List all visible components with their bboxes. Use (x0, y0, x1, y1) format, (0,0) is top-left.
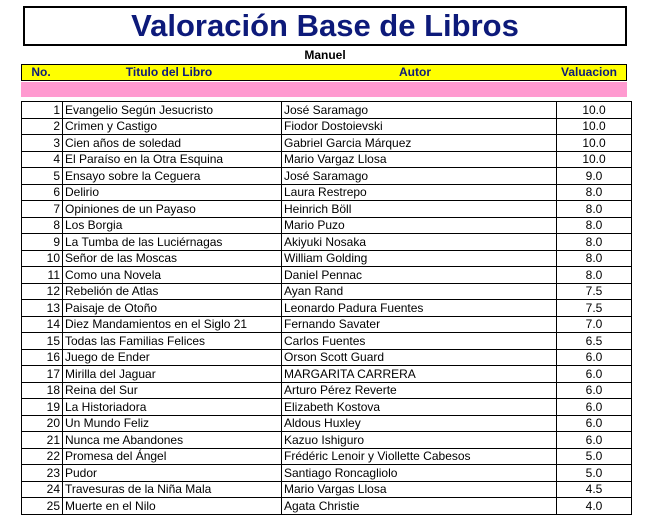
table-row (22, 217, 632, 234)
book-number: 17 (22, 366, 63, 383)
header-no: No. (31, 65, 51, 79)
book-title: Ensayo sobre la Ceguera (63, 168, 282, 185)
page-title: Valoración Base de Libros (131, 8, 519, 43)
book-author: Mario Vargas Llosa (282, 481, 557, 498)
book-author: Carlos Fuentes (282, 333, 557, 350)
book-number: 6 (22, 184, 63, 201)
book-rating: 6.0 (557, 399, 632, 416)
pink-band (21, 82, 627, 97)
book-rating: 10.0 (557, 151, 632, 168)
book-title: Opiniones de un Payaso (63, 201, 282, 218)
book-number: 24 (22, 481, 63, 498)
book-title: Reina del Sur (63, 382, 282, 399)
book-rating: 6.0 (557, 415, 632, 432)
book-title: Crimen y Castigo (63, 118, 282, 135)
book-rating: 10.0 (557, 118, 632, 135)
book-title: Cien años de soledad (63, 135, 282, 152)
book-number: 16 (22, 349, 63, 366)
table-row (22, 366, 632, 383)
book-rating: 6.0 (557, 382, 632, 399)
table-row (22, 184, 632, 201)
book-rating: 10.0 (557, 135, 632, 152)
book-title: Señor de las Moscas (63, 250, 282, 267)
book-rating: 8.0 (557, 267, 632, 284)
book-number: 5 (22, 168, 63, 185)
book-author: Mario Puzo (282, 217, 557, 234)
book-number: 11 (22, 267, 63, 284)
book-number: 8 (22, 217, 63, 234)
book-title: Juego de Ender (63, 349, 282, 366)
book-title: Un Mundo Feliz (63, 415, 282, 432)
book-author: Arturo Pérez Reverte (282, 382, 557, 399)
book-number: 15 (22, 333, 63, 350)
book-number: 3 (22, 135, 63, 152)
book-rating: 8.0 (557, 234, 632, 251)
book-title: Paisaje de Otoño (63, 300, 282, 317)
table-row (22, 481, 632, 498)
book-author: Kazuo Ishiguro (282, 432, 557, 449)
reader-name: Manuel (304, 48, 346, 62)
book-title: Los Borgia (63, 217, 282, 234)
book-title: El Paraíso en la Otra Esquina (63, 151, 282, 168)
book-author: Mario Vargaz Llosa (282, 151, 557, 168)
book-title: La Historiadora (63, 399, 282, 416)
table-row (22, 118, 632, 135)
table-row (22, 250, 632, 267)
book-rating: 8.0 (557, 201, 632, 218)
table-row (22, 135, 632, 152)
book-title: Todas las Familias Felices (63, 333, 282, 350)
table-row (22, 498, 632, 515)
book-title: La Tumba de las Luciérnagas (63, 234, 282, 251)
book-author: Laura Restrepo (282, 184, 557, 201)
book-author: Akiyuki Nosaka (282, 234, 557, 251)
book-author: MARGARITA CARRERA (282, 366, 557, 383)
book-rating: 5.0 (557, 448, 632, 465)
book-rating: 4.0 (557, 498, 632, 515)
header-author: Autor (399, 65, 431, 79)
book-number: 10 (22, 250, 63, 267)
book-author: William Golding (282, 250, 557, 267)
table-row (22, 267, 632, 284)
book-title: Como una Novela (63, 267, 282, 284)
book-number: 13 (22, 300, 63, 317)
table-row (22, 465, 632, 482)
table-row (22, 300, 632, 317)
book-number: 23 (22, 465, 63, 482)
book-title: Muerte en el Nilo (63, 498, 282, 515)
table-header (21, 64, 627, 81)
table-row (22, 333, 632, 350)
table-row (22, 399, 632, 416)
book-rating: 8.0 (557, 184, 632, 201)
book-number: 12 (22, 283, 63, 300)
book-rating: 6.5 (557, 333, 632, 350)
book-author: Fernando Savater (282, 316, 557, 333)
book-author: Agata Christie (282, 498, 557, 515)
book-rating: 10.0 (557, 102, 632, 119)
books-table (21, 101, 632, 515)
book-number: 7 (22, 201, 63, 218)
book-number: 19 (22, 399, 63, 416)
book-title: Nunca me Abandones (63, 432, 282, 449)
book-rating: 4.5 (557, 481, 632, 498)
book-author: Gabriel Garcia Márquez (282, 135, 557, 152)
book-rating: 8.0 (557, 217, 632, 234)
book-author: Leonardo Padura Fuentes (282, 300, 557, 317)
book-rating: 7.0 (557, 316, 632, 333)
book-author: Orson Scott Guard (282, 349, 557, 366)
title-box (23, 6, 627, 46)
table-row (22, 432, 632, 449)
book-rating: 7.5 (557, 300, 632, 317)
table-row (22, 415, 632, 432)
header-title: Titulo del Libro (125, 65, 213, 79)
book-number: 1 (22, 102, 63, 119)
book-author: Frédéric Lenoir y Viollette Cabesos (282, 448, 557, 465)
book-author: Heinrich Böll (282, 201, 557, 218)
book-number: 21 (22, 432, 63, 449)
header-rating: Valuacion (560, 65, 618, 79)
book-author: José Saramago (282, 168, 557, 185)
book-author: Fiodor Dostoievski (282, 118, 557, 135)
table-row (22, 382, 632, 399)
table-row (22, 316, 632, 333)
book-rating: 7.5 (557, 283, 632, 300)
book-rating: 9.0 (557, 168, 632, 185)
book-number: 22 (22, 448, 63, 465)
book-author: Aldous Huxley (282, 415, 557, 432)
book-number: 25 (22, 498, 63, 515)
table-row (22, 349, 632, 366)
table-row (22, 201, 632, 218)
table-row (22, 283, 632, 300)
book-author: Daniel Pennac (282, 267, 557, 284)
book-number: 20 (22, 415, 63, 432)
book-title: Promesa del Ángel (63, 448, 282, 465)
book-number: 9 (22, 234, 63, 251)
table-row (22, 168, 632, 185)
book-rating: 8.0 (557, 250, 632, 267)
book-number: 14 (22, 316, 63, 333)
book-rating: 6.0 (557, 432, 632, 449)
table-row (22, 102, 632, 119)
book-rating: 6.0 (557, 366, 632, 383)
book-author: Santiago Roncagliolo (282, 465, 557, 482)
book-rating: 5.0 (557, 465, 632, 482)
book-title: Diez Mandamientos en el Siglo 21 (63, 316, 282, 333)
table-row (22, 234, 632, 251)
book-number: 4 (22, 151, 63, 168)
book-author: Elizabeth Kostova (282, 399, 557, 416)
book-title: Pudor (63, 465, 282, 482)
book-title: Travesuras de la Niña Mala (63, 481, 282, 498)
book-author: Ayan Rand (282, 283, 557, 300)
book-number: 18 (22, 382, 63, 399)
book-title: Evangelio Según Jesucristo (63, 102, 282, 119)
book-title: Mirilla del Jaguar (63, 366, 282, 383)
table-row (22, 448, 632, 465)
book-number: 2 (22, 118, 63, 135)
book-rating: 6.0 (557, 349, 632, 366)
book-title: Rebelión de Atlas (63, 283, 282, 300)
book-author: José Saramago (282, 102, 557, 119)
table-row (22, 151, 632, 168)
book-title: Delirio (63, 184, 282, 201)
